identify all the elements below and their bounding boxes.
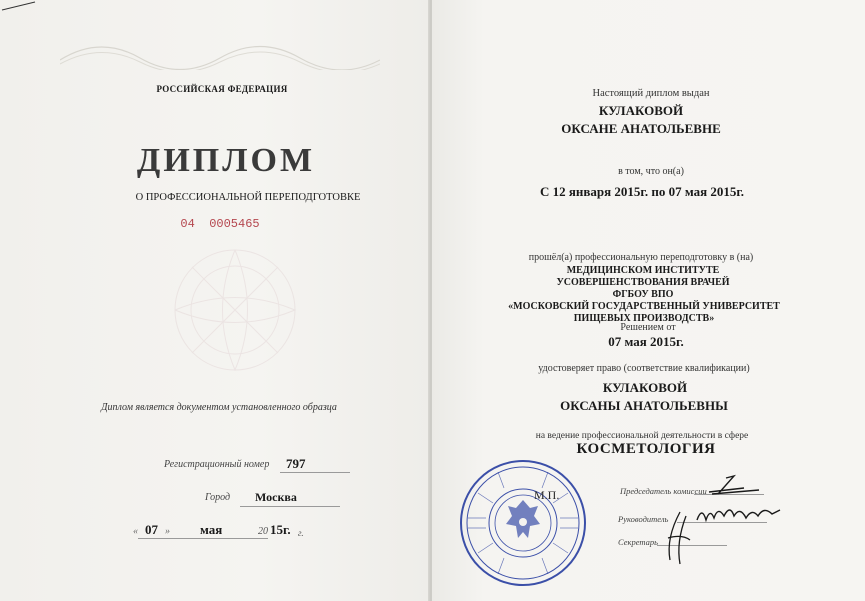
diploma-title: ДИПЛОМ	[136, 142, 316, 179]
registration-number: 797	[286, 456, 306, 471]
sign-head-label: Руководитель	[618, 514, 669, 524]
city-underline	[240, 506, 340, 507]
completed-label: прошёл(а) профессиональную переподготовку в (на)	[528, 252, 754, 263]
watermark-rosette	[150, 235, 320, 385]
date-year-suffix: г.	[298, 528, 304, 538]
seal-place-label: М.П.	[534, 488, 560, 502]
country-name: РОССИЙСКАЯ ФЕДЕРАЦИЯ	[156, 84, 288, 94]
diploma-left-page	[0, 0, 430, 601]
activity-label: на ведение профессиональной деятельности в сфере	[535, 431, 749, 441]
date-open-quote: «	[133, 526, 138, 537]
date-day: 07	[145, 522, 158, 537]
diploma-number: 04 0005465	[180, 217, 260, 231]
recipient-name-genitive: ОКСАНЫ АНАТОЛЬЕВНЫ	[560, 398, 728, 413]
institution-line-3: ФГБОУ ВПО	[612, 289, 674, 300]
validity-statement: Диплом является документом установленного образца	[101, 402, 337, 413]
institution-line-5: ПИЩЕВЫХ ПРОИЗВОДСТВ»	[573, 313, 715, 324]
issued-to-label: Настоящий диплом выдан	[592, 88, 710, 99]
qualification-field: КОСМЕТОЛОГИЯ	[576, 441, 716, 457]
city-label: Город	[205, 492, 231, 503]
registration-label: Регистрационный номер	[164, 459, 270, 470]
institution-line-1: МЕДИЦИНСКОМ ИНСТИТУТЕ	[566, 265, 720, 276]
decision-label: Решением от	[620, 322, 676, 333]
date-year: 15г.	[270, 522, 291, 537]
secretary-signature-icon	[660, 508, 696, 568]
date-underline	[138, 538, 268, 539]
top-ornament	[60, 30, 380, 70]
recipient-surname-genitive: КУЛАКОВОЙ	[602, 380, 688, 395]
recipient-name-dative: ОКСАНЕ АНАТОЛЬЕВНЕ	[561, 121, 721, 136]
corner-mark	[0, 0, 40, 14]
institution-line-4: «МОСКОВСКИЙ ГОСУДАРСТВЕННЫЙ УНИВЕРСИТЕТ	[508, 301, 780, 312]
certifies-label: удостоверяет право (соответствие квалификации)	[538, 363, 750, 374]
diploma-subtitle: О ПРОФЕССИОНАЛЬНОЙ ПЕРЕПОДГОТОВКЕ	[135, 192, 361, 203]
sign-secretary-label: Секретарь	[618, 537, 658, 547]
study-period: С 12 января 2015г. по 07 мая 2015г.	[539, 184, 745, 199]
sign-chair-label: Председатель комиссии	[620, 486, 707, 496]
in-that-label: в том, что он(а)	[618, 166, 684, 177]
institution-line-2: УСОВЕРШЕНСТВОВАНИЯ ВРАЧЕЙ	[556, 277, 730, 288]
date-year-prefix: 20	[258, 526, 268, 537]
recipient-surname-dative: КУЛАКОВОЙ	[598, 103, 684, 118]
city-value: Москва	[255, 490, 297, 504]
date-close-quote: »	[165, 526, 170, 537]
date-month: мая	[200, 522, 223, 537]
head-signature-icon	[694, 500, 784, 530]
registration-underline	[280, 472, 350, 473]
decision-date: 07 мая 2015г.	[608, 334, 684, 349]
chair-signature-icon	[704, 470, 774, 500]
official-seal-icon	[458, 458, 588, 588]
